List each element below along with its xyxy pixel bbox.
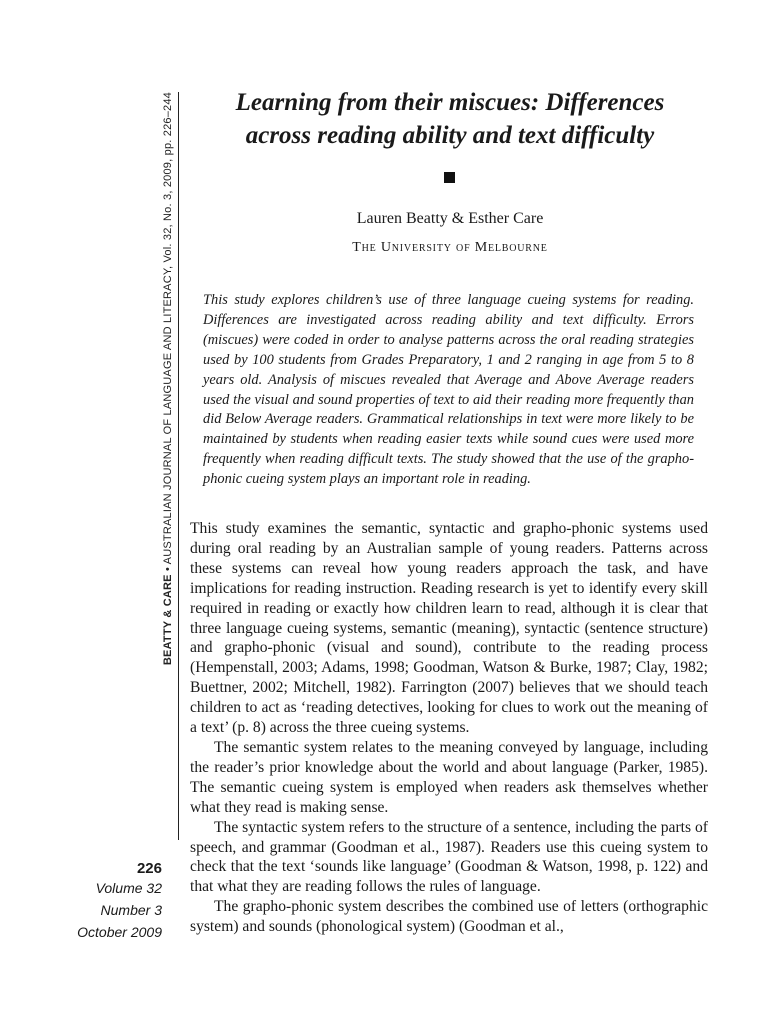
- issue-date-label: October 2009: [77, 924, 162, 940]
- article-title: [190, 86, 710, 152]
- running-head-separator: •: [162, 564, 174, 575]
- body-paragraph: The syntactic system refers to the structure of a sentence, including the parts of speech, and grammar (Goodman et al., 1987). Readers use this cueing system to check that the text ‘sounds like language’ (Goodman & Watson, 1998, p. 122) and that what they are reading follows the rules of language.: [190, 818, 708, 896]
- article-authors: Lauren Beatty & Esther Care: [356, 210, 544, 227]
- page-number: 226: [136, 860, 162, 877]
- abstract: This study explores children’s use of three language cueing systems for reading. Differences are investigated across reading ability and text difficulty. Errors (miscues) were coded in order to analyse patterns across the oral reading strategies used by 100 students from Grades Preparatory, 1 and 2 ranging in age from 5 to 8 years old. Analysis of miscues revealed that Average and Above Average readers used the visual and sound properties of text to aid their reading more frequently than did Below Average readers. Grammatical relationships in text were more likely to be maintained by students when reading easier texts while sound cues were used more frequently when reading difficult texts. The study showed that the use of the grapho-phonic cueing system plays an important role in reading.: [203, 292, 694, 488]
- author-affiliation: The University of Melbourne: [352, 240, 548, 255]
- volume-label: Volume 32: [95, 880, 162, 896]
- body-paragraph: The semantic system relates to the meaning conveyed by language, including the reader’s prior knowledge about the world and about language (Parker, 1985). The semantic cueing system is employed when readers ask themselves whether what they read is making sense.: [190, 738, 708, 816]
- body-paragraph: This study examines the semantic, syntactic and grapho-phonic systems used during oral reading by an Australian sample of young readers. Patterns across these systems can reveal how young readers approach the task, and have implications for reading instruction. Reading research is yet to identify every skill required in reading or exactly how children learn to read, although it is clear that three language cueing systems, semantic (meaning), syntactic (sentence structure) and grapho-phonic (visual and sound), contribute to the reading process (Hempenstall, 2003; Adams, 1998; Goodman, Watson & Burke, 1987; Clay, 1982; Buettner, 2002; Mitchell, 1982). Farrington (2007) believes that we should teach children to act as ‘reading detectives, looking for clues to work out the meaning of a text’ (p. 8) across the three cueing systems.: [190, 520, 708, 737]
- running-head-journal: AUSTRALIAN JOURNAL OF LANGUAGE AND LITERACY, Vol. 32, No. 3, 2009, pp. 226–244: [162, 92, 174, 565]
- sidebar-rule: [178, 92, 179, 840]
- running-head-authors: BEATTY & CARE: [162, 574, 174, 666]
- article-title-line-1: Learning from their miscues: Differences: [235, 89, 665, 116]
- square-bullet-icon: [444, 172, 455, 183]
- article-body: [190, 519, 708, 937]
- running-head: [162, 92, 178, 672]
- article-title-line-2: across reading ability and text difficulty: [245, 122, 655, 149]
- body-paragraph: The grapho-phonic system describes the combined use of letters (orthographic system) and sounds (phonological system) (Goodman et al.,: [190, 898, 708, 936]
- issue-number-label: Number 3: [100, 902, 162, 918]
